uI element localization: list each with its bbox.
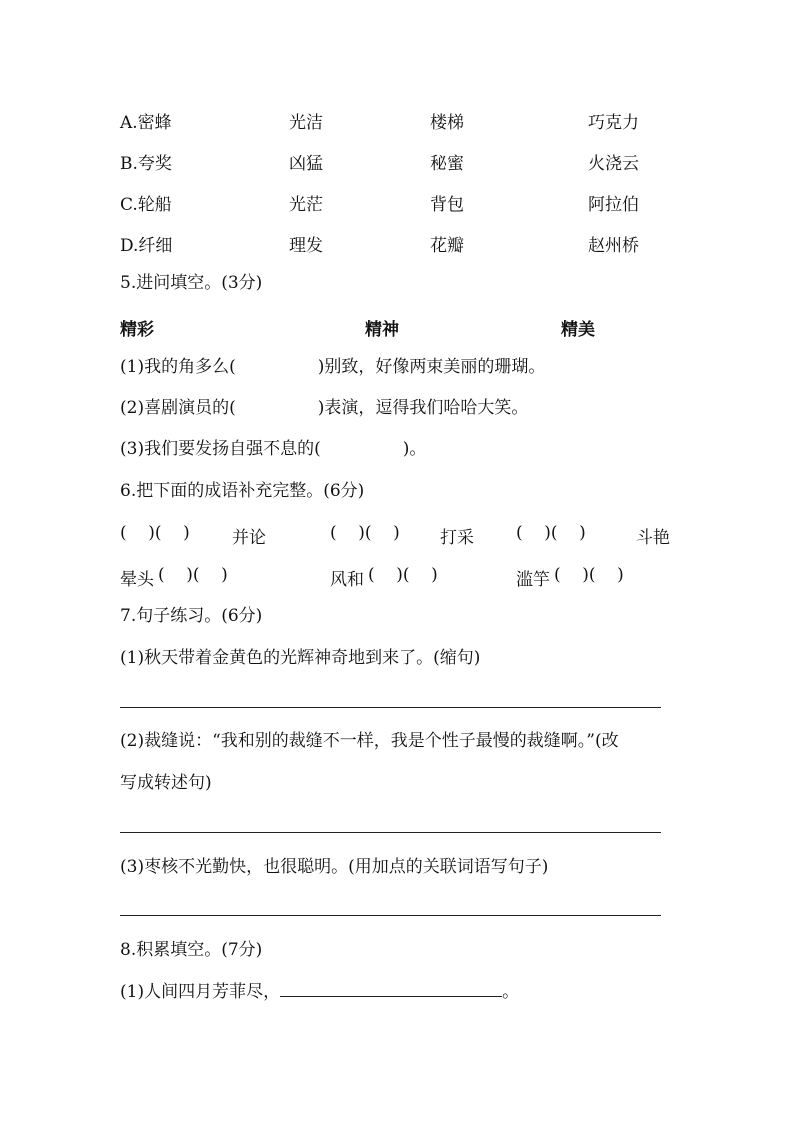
answer-underline[interactable]	[280, 982, 502, 997]
option-word: 秘蜜	[430, 154, 464, 174]
q5-item-2	[120, 398, 528, 418]
idiom-tail: 并论	[232, 528, 266, 548]
option-label: A.密蜂	[120, 113, 172, 133]
idiom-blank-pair[interactable]: ( )( )	[330, 523, 400, 543]
q7-sentence-1: (1)秋天带着金黄色的光辉神奇地到来了。(缩句)	[120, 648, 481, 668]
word-bank-item: 精彩	[120, 320, 154, 340]
item-text-post: 。	[502, 982, 520, 1002]
option-word: 背包	[430, 195, 464, 215]
item-text-pre: (2)喜剧演员的(	[120, 398, 236, 418]
answer-line[interactable]	[120, 707, 661, 708]
idiom-blank-pair[interactable]: ( )( )	[516, 523, 586, 543]
q7-sentence-2b: 写成转述句)	[120, 773, 212, 793]
item-text-post: )表演，逗得我们哈哈大笑。	[317, 398, 529, 418]
q5-item-1	[120, 357, 545, 377]
word-bank-item: 精美	[561, 320, 595, 340]
question-5-title: 5.进问填空。(3分)	[120, 273, 263, 293]
item-text-post: )。	[402, 439, 427, 459]
option-word: 光茫	[289, 195, 323, 215]
item-text-pre: (3)我们要发扬自强不息的(	[120, 439, 321, 459]
q5-item-3	[120, 439, 426, 459]
idiom-head: 晕头	[120, 570, 154, 590]
option-word: 光洁	[289, 113, 323, 133]
question-7-title: 7.句子练习。(6分)	[120, 606, 263, 626]
idiom-tail: 打采	[440, 528, 474, 548]
question-6-title: 6.把下面的成语补充完整。(6分)	[120, 481, 365, 501]
q8-item-1	[120, 982, 519, 1002]
answer-line[interactable]	[120, 832, 661, 833]
option-word: 理发	[289, 236, 323, 256]
item-text-pre: (1)我的角多么(	[120, 357, 236, 377]
option-word: 赵州桥	[588, 236, 639, 256]
idiom-head: 风和	[330, 570, 364, 590]
answer-line[interactable]	[120, 915, 661, 916]
word-bank-item: 精神	[365, 320, 399, 340]
idiom-blank-pair[interactable]: ( )( )	[554, 565, 624, 585]
idiom-tail: 斗艳	[636, 528, 670, 548]
item-text-pre: (1)人间四月芳菲尽，	[120, 982, 281, 1002]
option-word: 花瓣	[430, 236, 464, 256]
idiom-blank-pair[interactable]: ( )( )	[158, 565, 228, 585]
item-text-post: )别致，好像两束美丽的珊瑚。	[317, 357, 546, 377]
option-word: 阿拉伯	[588, 195, 639, 215]
idiom-blank-pair[interactable]: ( )( )	[368, 565, 438, 585]
question-8-title: 8.积累填空。(7分)	[120, 940, 263, 960]
option-word: 凶猛	[289, 154, 323, 174]
idiom-blank-pair[interactable]: ( )( )	[120, 523, 190, 543]
option-label: B.夸奖	[120, 154, 172, 174]
option-label: D.纤细	[120, 236, 173, 256]
option-word: 楼梯	[430, 113, 464, 133]
q7-sentence-2a: (2)裁缝说：“我和别的裁缝不一样，我是个性子最慢的裁缝啊。”(改	[120, 731, 619, 751]
q7-sentence-3: (3)枣核不光勤快，也很聪明。(用加点的关联词语写句子)	[120, 857, 549, 877]
option-word: 巧克力	[588, 113, 639, 133]
option-word: 火浇云	[588, 154, 639, 174]
idiom-head: 滥竽	[516, 570, 550, 590]
option-label: C.轮船	[120, 195, 172, 215]
